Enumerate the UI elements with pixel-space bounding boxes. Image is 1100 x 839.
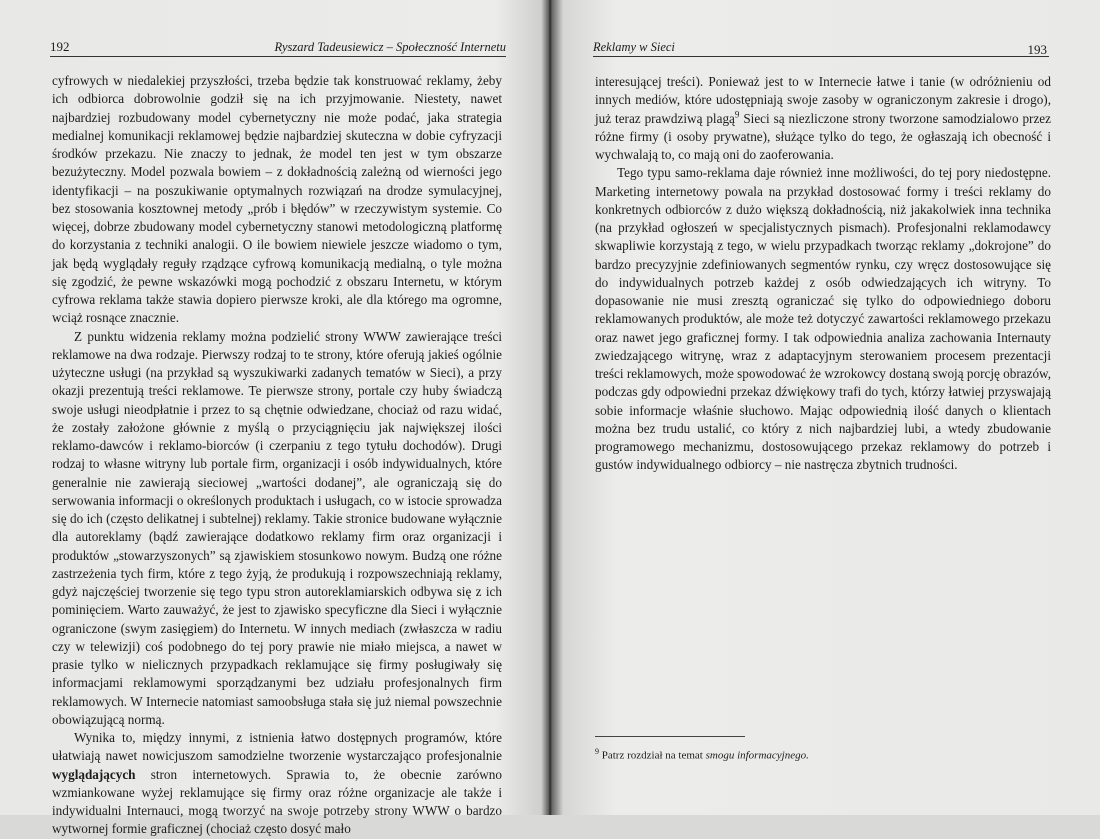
right-body-text — [595, 73, 1051, 475]
footnote — [595, 745, 1045, 763]
left-paragraph-3 — [52, 729, 502, 839]
left-paragraph-2: Z punktu widzenia reklamy można podzielić strony WWW zawierające treści reklamowe na dwa rodzaje. Pierwszy rodzaj to te strony, które oferują jakieś ogólnie użyteczne usługi (na przykład są wyszukiwarki zadanych tematów w Sieci), a przy okazji prezentują treści reklamowe. Te pierwsze strony, portale czy huby świadczą swoje usługi nieodpłatnie i przez to są chętnie odwiedzane, chociaż od razu widać, że zostały założone głównie z myślą o przyciągnięciu jak największej ilości reklamo-dawców i reklamo-biorców (i czerpaniu z tego tytułu dochodów). Drugi rodzaj to własne witryny lub portale firm, organizacji i osób indywidualnych, które generalnie nie zawierają sieciowej „wartości dodanej”, ale ograniczają się do serwowania informacji o określonych produktach i usługach, co w istocie sprowadza się do ich (często delikatnej i subtelnej) reklamy. Takie stronice budowane wyłącznie dla autoreklamy (bądź zawierające dodatkowo reklamy firm oraz organizacji i produktów „stowarzyszonych” są zjawiskiem stosunkowo nowym. Budzą one różne zastrzeżenia tych firm, które z tego żyją, że produkują i rozpowszechniają reklamy, gdyż najczęściej tworzenie się tego typu stron autoreklamiarskich odbywa się z ich pominięciem. Warto zauważyć, że jest to zjawisko specyficzne dla Sieci i wyłącznie ograniczone (swym zasięgiem) do Internetu. W innych mediach (zwłaszcza w radiu czy w telewizji) coś podobnego do tej pory prawie nie miało miejsca, a nawet w prasie tylko w nielicznych przypadkach reklamujące się firmy posługiwały się informacjami reklamowymi sporządzanymi bez udziału profesjonalnych firm reklamowych. W Internecie natomiast samoobsługa stała się już niemal powszechnie obowiązującą normą. — [52, 328, 502, 727]
left-running-header — [50, 38, 506, 57]
footnote-number: 9 — [595, 747, 599, 756]
right-paragraph-1-end: Sieci są niezliczone strony tworzone samodzialowo przez różne firmy (i osoby prywatne), służące tylko do tego, że ogłaszają ich obecność i wychwalają to, co mają oni do zaoferowania. — [595, 110, 1051, 162]
footnote-italic-text: smogu informacyjnego. — [705, 749, 809, 762]
right-page — [551, 0, 1100, 815]
bold-term: wyglądających — [52, 766, 136, 782]
left-running-head-title: Ryszard Tadeusiewicz – Społeczność Internetu — [274, 40, 506, 54]
right-paragraph-2: Tego typu samo-reklama daje również inne możliwości, do tej pory niedostępne. Marketing internetowy powala na przykład dostosować formy i treści reklamy do konkretnych odbiorców z dużo większą dokładnością, niż jakakolwiek inna technika (na przykład ogłoszeń w specjalistycznych pismach). Profesjonalni reklamodawcy skwapliwie korzystają z tego, w wielu przypadkach tworząc reklamy „dokrojone” do bardzo precyzyjnie zdefiniowanych segmentów rynku, czy wręcz dostosowujące się do indywidualnych potrzeb każdej z osób odwiedzających ich witryny. To dopasowanie nie musi zresztą ograniczać się tylko do odpowiedniego doboru reklamowanych produktów, ale może też dotyczyć zawartości reklamowego przekazu oraz nawet jego graficznej formy. I tak odpowiednia analiza zachowania Internauty zwiedzającego witrynę, wraz z adaptacyjnym sterowaniem procesem prezentacji treści reklamowych, może spowodować że wzrokowcy dostaną swoją porcję obrazów, podczas gdy odpowiedni przekaz dźwiękowy trafi do tych, którzy łatwiej przyswajają sobie informacje właśnie słuchowo. Mając odpowiednią ilość danych o klientach można bez trudu ustalić, co który z nich najbardziej lubi, a wtedy zbudowanie programowego mechanizmu, dostosowującego przekaz reklamowy do potrzeb i gustów indywidualnego odbiorcy – nie nastręcza zbytnich trudności. — [595, 165, 1051, 473]
right-running-header — [593, 38, 1049, 57]
right-page-number: 193 — [1027, 42, 1047, 57]
left-paragraph-3-start: Wynika to, między innymi, z istnienia łatwo dostępnych programów, które ułatwiają nawet nowicjuszom samodzielne tworzenie wystarczająco profesjonalnie — [52, 730, 502, 764]
footnote-divider — [595, 736, 745, 737]
left-paragraph-3-end: stron internetowych. Sprawia to, że obecnie zarówno wzmiankowane wyżej reklamujące się firmy oraz różne organizacje ale także i indywidualni Internauci, mogą tworzyć na swoje potrzeby strony WWW o bardzo wytwornej formie graficznej (chociaż często dosyć mało — [52, 766, 502, 837]
right-paragraph-1 — [595, 73, 1051, 164]
footnote-text: Patrz rozdział na temat — [601, 749, 706, 762]
right-paragraph-1-start: interesującej treści). Ponieważ jest to w Internecie łatwe i tanie (w odróżnieniu od innych mediów, które udostępniają swoje zasoby w ograniczonym zakresie i drogo), już teraz prawdziwą plagą — [595, 74, 1051, 126]
left-page-number: 192 — [50, 39, 70, 54]
left-page — [0, 0, 549, 837]
left-body-text — [52, 72, 502, 839]
left-paragraph-1: cyfrowych w niedalekiej przyszłości, trzeba będzie tak konstruować reklamy, żeby ich odbiorca dobrowolnie godził się na ich przyjmowanie. Niestety, nawet najbardziej rozbudowany model cybernetyczny nie może podać, jaka strategia medialnej komunikacji reklamowej będzie najbardziej skuteczna w dobie cyfryzacji środków przekazu. Nie znaczy to jednak, że model ten jest w tym obszarze bezużyteczny. Model pozwala bowiem – z dokładnością zależną od wierności jego identyfikacji – na poszukiwanie optymalnych rozwiązań na drodze symulacyjnej, bez stosowania kosztownej metody „prób i błędów” w rzeczywistym systemie. Co więcej, dobrze zbudowany model cybernetyczny stanowi metodologiczną platformę do korzystania z techniki analogii. O ile bowiem niewiele jeszcze wiadomo o tym, jak będą wyglądały reguły rządzące cyfrową komunikacją medialną, o tyle można się zgodzić, że pewne wskazówki mogą pochodzić z obszaru Internetu, w którym cyfrowa reklama także stawia dopiero pierwsze kroki, ale dla którego ma ogromne, wciąż rosnące znacznie. — [52, 73, 502, 326]
footnote-reference: 9 — [734, 109, 740, 120]
right-running-head-title: Reklamy w Sieci — [593, 40, 675, 54]
